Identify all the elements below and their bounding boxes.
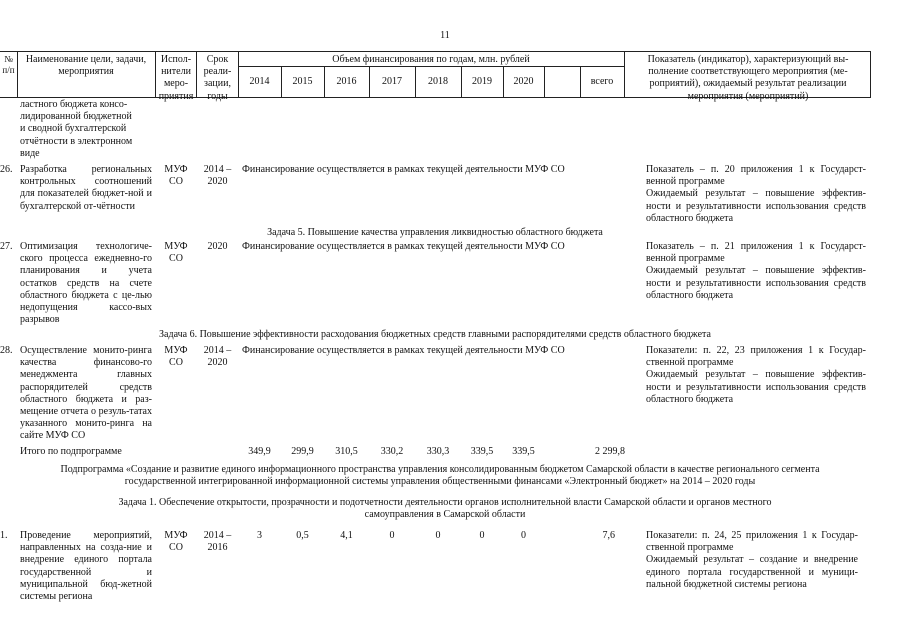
- total-value: 330,2: [380, 446, 404, 457]
- row-number: 27.: [0, 241, 13, 252]
- row-value: 0: [521, 530, 526, 541]
- total-value: 310,5: [335, 446, 358, 457]
- row-total: 7,6: [602, 530, 615, 541]
- task-heading: Задача 5. Повышение качества управления ликвидностью областного бюджета: [267, 227, 603, 238]
- total-value: 339,5: [470, 446, 494, 457]
- row-name: Осуществление монито-ринга качества финансово-го менеджмента главных распорядителей средств областного бюджета и раз-мещение отчета о резуль-татах указанного монито-ринга на сайте МУФ СО: [20, 345, 152, 442]
- header-num: № п/п: [2, 54, 15, 75]
- page-number: 11: [440, 30, 450, 41]
- header-year: 2019: [472, 76, 492, 87]
- header-total: всего: [590, 76, 614, 87]
- row-term: 2014 – 2020: [203, 164, 232, 188]
- header-year: 2017: [382, 76, 402, 87]
- header-year: 2015: [292, 76, 313, 87]
- row-number: 28.: [0, 345, 13, 356]
- total-sum: 2 299,8: [595, 446, 625, 457]
- row-value: 0,5: [296, 530, 309, 541]
- row-executor: МУФ СО: [164, 345, 188, 369]
- row-term: 2014 – 2016: [203, 530, 232, 554]
- row-value: 0: [435, 530, 441, 541]
- task-heading: Задача 1. Обеспечение открытости, прозрачности и подотчетности деятельности органов исполнительной власти Самарской области и органов местного самоуправления в Самарской области: [118, 497, 772, 521]
- row-funding: Финансирование осуществляется в рамках текущей деятельности МУФ СО: [242, 164, 565, 175]
- total-value: 339,5: [512, 446, 535, 457]
- row-name: Оптимизация технологиче-ского процесса ежедневно-го планирования и учета остатков средств на счете областного бюджета с це-лью недопущения кассо-вых разрывов: [20, 241, 152, 326]
- row-value: 0: [389, 530, 395, 541]
- header-year: 2014: [249, 76, 270, 87]
- row-executor: МУФ СО: [164, 164, 188, 188]
- total-value: 349,9: [248, 446, 271, 457]
- row-funding: Финансирование осуществляется в рамках текущей деятельности МУФ СО: [242, 241, 565, 252]
- row-executor: МУФ СО: [164, 241, 188, 265]
- row-number: 1.: [0, 530, 8, 541]
- total-label: Итого по подпрограмме: [20, 446, 122, 457]
- row-indicator: Показатели: п. 22, 23 приложения 1 к Государ-ственной программе Ожидаемый результат – повышение эффектив-ности и результативности использования средств областного бюджета: [646, 345, 866, 405]
- total-value: 299,9: [291, 446, 314, 457]
- total-value: 330,3: [426, 446, 450, 457]
- row-indicator: Показатель – п. 20 приложения 1 к Государст-венной программе Ожидаемый результат – повышение эффектив-ности и результативности использования средств областного бюджета: [646, 164, 866, 224]
- row-indicator: Показатель – п. 21 приложения 1 к Государст-венной программе Ожидаемый результат – повышение эффектив-ности и результативности использования средств областного бюджета: [646, 241, 866, 301]
- header-term: Срок реали- зации, годы: [203, 54, 232, 102]
- header-name: Наименование цели, задачи, мероприятия: [25, 54, 147, 78]
- subprogram-heading: Подпрограмма «Создание и развитие единого информационного пространства управления консолидированным бюджетом Самарской области в качестве регионального сегмента государственной интегрированной информационной системы управления общественными финансами «Электронный бюджет» на 2014 – 2020 годы: [60, 464, 820, 488]
- row-funding: Финансирование осуществляется в рамках текущей деятельности МУФ СО: [242, 345, 565, 356]
- row-name: Проведение мероприятий, направленных на созда-ние и внедрение единого портала государственной и муниципальной бюд-жетной системы региона: [20, 530, 152, 602]
- row-value: 4,1: [340, 530, 353, 541]
- header-year: 2020: [513, 76, 534, 87]
- task-heading: Задача 6. Повышение эффективности расходования бюджетных средств главными распорядителями средств областного бюджета: [159, 329, 711, 340]
- row-term: 2020: [207, 241, 228, 252]
- header-funding: Объем финансирования по годам, млн. рублей: [332, 54, 530, 65]
- row-value: 3: [257, 530, 262, 541]
- header-indicator: Показатель (индикатор), характеризующий вы- полнение соответствующего мероприятия (ме- роприятий), ожидаемый результат реализации мероприятия (мероприятий): [647, 54, 849, 102]
- row-term: 2014 – 2020: [203, 345, 232, 369]
- continued-text: ластного бюджета консо- лидированной бюджетной и сводной бухгалтерской отчётности в электронном виде: [20, 99, 133, 159]
- row-executor: МУФ СО: [164, 530, 188, 554]
- row-value: 0: [479, 530, 485, 541]
- header-year: 2016: [336, 76, 357, 87]
- header-year: 2018: [428, 76, 448, 87]
- row-indicator: Показатели: п. 24, 25 приложения 1 к Государ-ственной программе Ожидаемый результат – создание и внедрение единого портала государственной и муници-пальной бюджетной системы региона: [646, 530, 858, 590]
- header-executors: Испол- нители меро- приятия: [158, 54, 194, 102]
- row-number: 26.: [0, 164, 13, 175]
- row-name: Разработка региональных контрольных соотношений для показателей бюджет-ной и бухгалтерской от-чётности: [20, 164, 152, 212]
